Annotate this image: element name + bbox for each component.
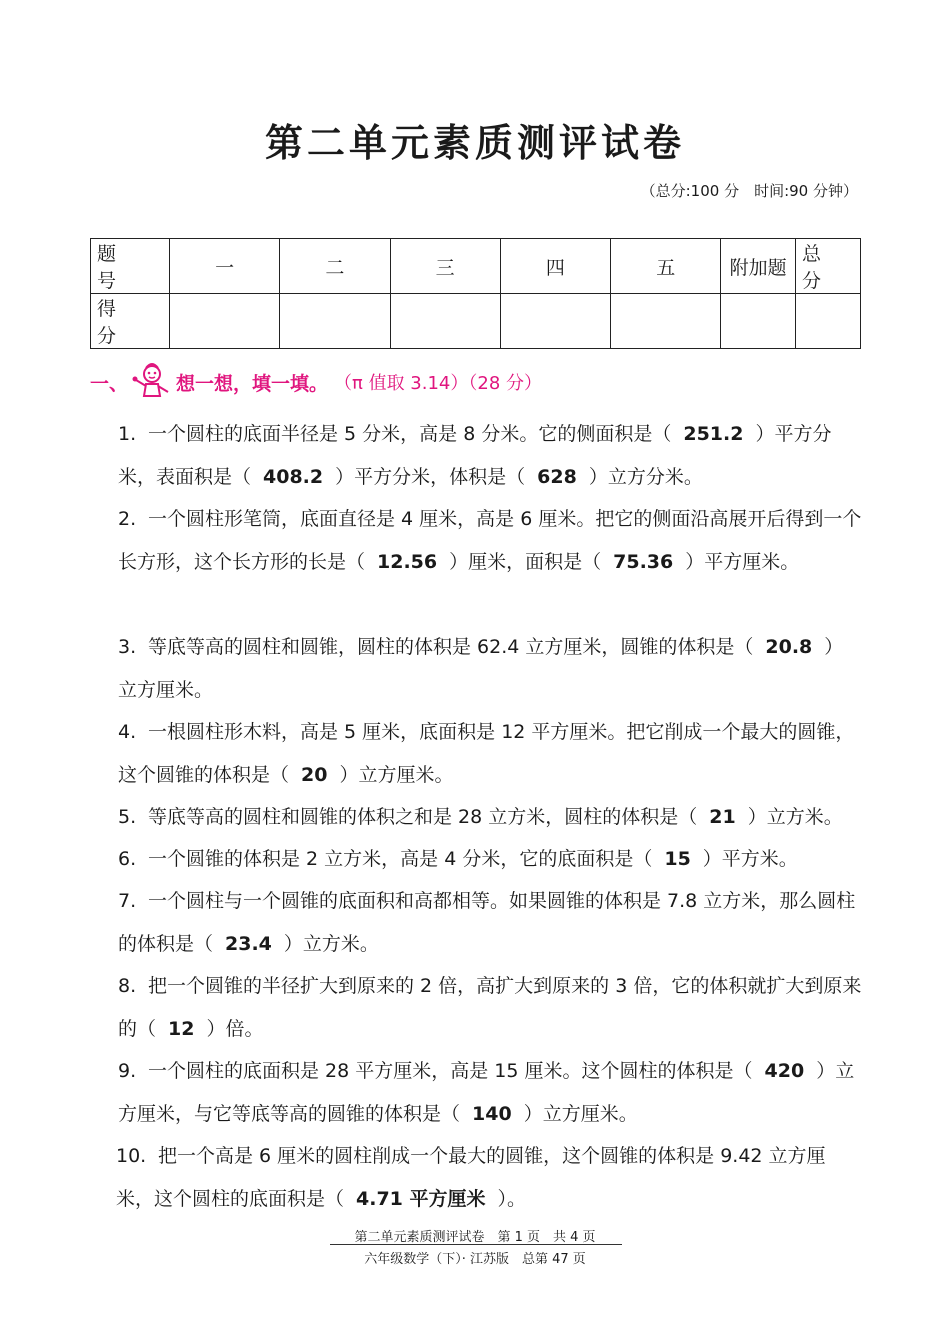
- score-header-label: 题 号: [91, 239, 170, 294]
- question-number: 3.: [118, 636, 137, 658]
- question-number: 10.: [116, 1145, 147, 1167]
- score-cell[interactable]: [500, 294, 610, 349]
- question-number: 4.: [118, 721, 137, 743]
- question-5: [118, 796, 862, 839]
- score-header-5: 五: [611, 239, 721, 294]
- question-number: 1.: [118, 423, 137, 445]
- section-title: 想一想，填一填。: [176, 372, 329, 395]
- answer[interactable]: 628: [537, 466, 577, 488]
- answer[interactable]: 251.2: [683, 423, 744, 445]
- answer[interactable]: 20.8: [765, 636, 813, 658]
- answer[interactable]: 420: [764, 1060, 805, 1082]
- score-cell[interactable]: [390, 294, 500, 349]
- answer[interactable]: 20: [301, 764, 328, 786]
- question-text: 一个圆锥的体积是 2 立方米，高是 4 分米，它的底面积是（: [148, 848, 653, 870]
- score-header-3: 三: [390, 239, 500, 294]
- score-cell[interactable]: [280, 294, 390, 349]
- answer[interactable]: 12: [168, 1018, 195, 1040]
- section-index: 一、: [90, 372, 129, 395]
- question-3: [118, 626, 862, 712]
- question-text: ）平方厘米。: [685, 551, 800, 573]
- score-table: [90, 238, 861, 349]
- answer[interactable]: 140: [472, 1103, 512, 1125]
- score-cell[interactable]: [611, 294, 721, 349]
- question-text: ）立方分米。: [588, 466, 703, 488]
- footer-line-1: 第二单元素质测评试卷 第 1 页 共 4 页: [354, 1230, 596, 1245]
- answer[interactable]: 15: [664, 848, 691, 870]
- footer-line-2: 六年级数学（下）· 江苏版 总第 47 页: [364, 1252, 586, 1267]
- question-text: 一个圆柱形笔筒，底面直径是 4 厘米，高是 6 厘米。把它的侧面沿高展开后得到一个长方形，这个长方形的长是（: [118, 508, 862, 573]
- score-header-1: 一: [169, 239, 279, 294]
- question-text: ）立方米。: [747, 806, 843, 828]
- question-text: ）平方米。: [702, 848, 798, 870]
- answer[interactable]: 4.71 平方厘米: [356, 1188, 486, 1210]
- question-number: 8.: [118, 975, 137, 997]
- answer[interactable]: 23.4: [225, 933, 272, 955]
- question-text: ）立方厘米。: [118, 636, 844, 701]
- question-text: 一个圆柱的底面半径是 5 分米，高是 8 分米。它的侧面积是（: [148, 423, 672, 445]
- question-number: 2.: [118, 508, 137, 530]
- question-text: ）立方厘米。: [523, 1103, 638, 1125]
- question-text: ）立方米。: [283, 933, 379, 955]
- question-6: [118, 838, 862, 881]
- question-8: [118, 965, 862, 1051]
- score-header-2: 二: [280, 239, 390, 294]
- footer-divider: [330, 1244, 622, 1245]
- question-2: [118, 498, 862, 584]
- question-9: [118, 1050, 862, 1136]
- question-text: 把一个高是 6 厘米的圆柱削成一个最大的圆锥，这个圆锥的体积是 9.42 立方厘米，这个圆柱的底面积是（: [116, 1145, 826, 1210]
- answer[interactable]: 12.56: [377, 551, 438, 573]
- score-cell[interactable]: [169, 294, 279, 349]
- section-note: （π 值取 3.14）（28 分）: [334, 373, 543, 394]
- score-header-4: 四: [500, 239, 610, 294]
- question-10: [116, 1135, 860, 1221]
- question-text: ）倍。: [206, 1018, 264, 1040]
- question-text: ）厘米，面积是（: [449, 551, 602, 573]
- exam-meta: （总分:100 分 时间:90 分钟）: [640, 182, 858, 200]
- answer[interactable]: 21: [709, 806, 736, 828]
- question-text: 等底等高的圆柱和圆锥的体积之和是 28 立方米，圆柱的体积是（: [148, 806, 698, 828]
- score-table-score-row: [91, 294, 861, 349]
- answer[interactable]: 408.2: [263, 466, 324, 488]
- section-header: [90, 362, 542, 402]
- score-header-total: 总 分: [795, 239, 860, 294]
- question-text: ）平方分米，表面积是（: [118, 423, 832, 488]
- question-text: 一根圆柱形木料，高是 5 厘米，底面积是 12 平方厘米。把它削成一个最大的圆锥，这个圆锥的体积是（: [118, 721, 855, 786]
- question-number: 9.: [118, 1060, 137, 1082]
- score-header-bonus: 附加题: [721, 239, 796, 294]
- question-text: ）立方厘米。: [339, 764, 454, 786]
- question-4: [118, 711, 862, 797]
- score-row-label: 得 分: [91, 294, 170, 349]
- question-text: 把一个圆锥的半径扩大到原来的 2 倍，高扩大到原来的 3 倍，它的体积就扩大到原来的（: [118, 975, 862, 1040]
- question-text: 一个圆柱的底面积是 28 平方厘米，高是 15 厘米。这个圆柱的体积是（: [148, 1060, 753, 1082]
- answer[interactable]: 75.36: [613, 551, 674, 573]
- question-7: [118, 880, 862, 966]
- question-text: ）。: [497, 1188, 527, 1210]
- question-number: 5.: [118, 806, 137, 828]
- question-number: 6.: [118, 848, 137, 870]
- question-text: 等底等高的圆柱和圆锥，圆柱的体积是 62.4 立方厘米，圆锥的体积是（: [148, 636, 754, 658]
- score-cell[interactable]: [795, 294, 860, 349]
- mascot-icon: [130, 362, 174, 402]
- question-number: 7.: [118, 890, 137, 912]
- page-title: 第二单元素质测评试卷: [264, 120, 685, 165]
- score-cell[interactable]: [721, 294, 796, 349]
- score-table-header-row: [91, 239, 861, 294]
- question-text: ）立方厘米，与它等底等高的圆锥的体积是（: [118, 1060, 855, 1125]
- question-text: ）平方分米，体积是（: [335, 466, 526, 488]
- question-1: [118, 413, 862, 499]
- question-text: 一个圆柱与一个圆锥的底面积和高都相等。如果圆锥的体积是 7.8 立方米，那么圆柱的体积是（: [118, 890, 856, 955]
